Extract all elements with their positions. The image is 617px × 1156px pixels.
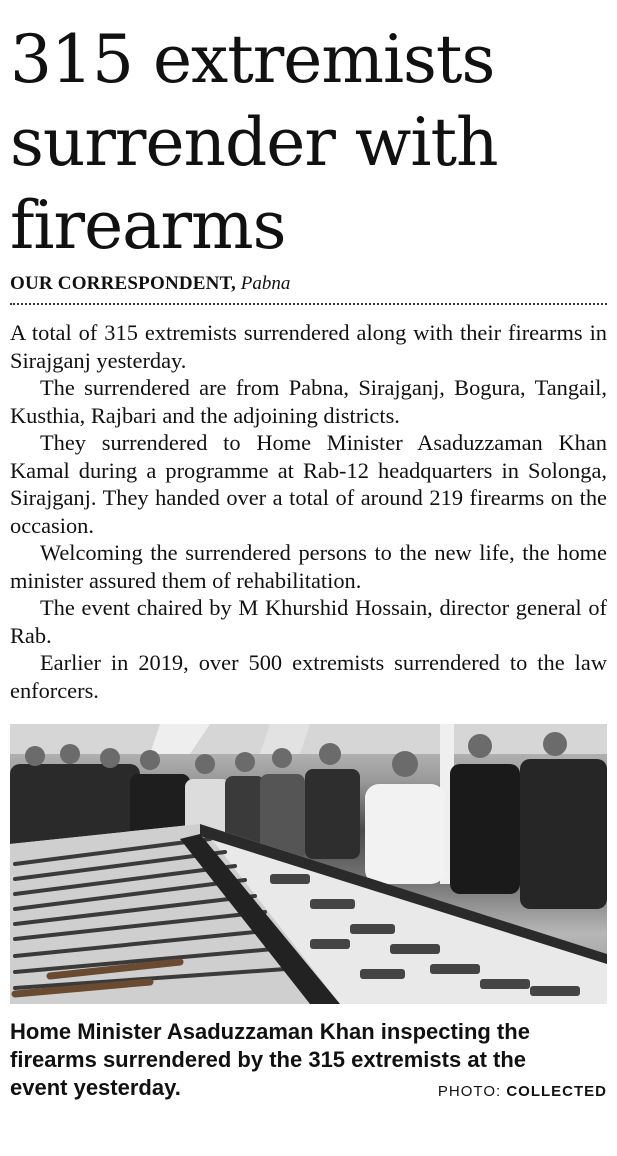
article-body <box>10 319 607 704</box>
headline-line: 315 extremists <box>10 21 495 98</box>
paragraph: A total of 315 extremists surrendered along with their firearms in Sirajganj yesterday. <box>10 320 607 373</box>
news-article <box>10 18 607 1102</box>
photo-illustration <box>10 724 607 1004</box>
news-photo <box>10 724 607 1004</box>
photo-credit-label: PHOTO: <box>437 1083 502 1100</box>
byline-location: Pabna <box>240 273 291 294</box>
paragraph: They surrendered to Home Minister Asaduzzaman Khan Kamal during a programme at Rab-12 headquarters in Solonga, Sirajganj. They handed over a total of around 219 firearms on the occasion. <box>10 430 607 538</box>
paragraph: Earlier in 2019, over 500 extremists surrendered to the law enforcers. <box>10 650 607 703</box>
photo-credit-source: COLLECTED <box>506 1083 607 1100</box>
byline-author: OUR CORRESPONDENT, <box>10 273 236 294</box>
paragraph: The event chaired by M Khurshid Hossain, director general of Rab. <box>10 595 607 648</box>
headline-line: surrender with <box>10 104 498 181</box>
byline <box>10 273 607 295</box>
dotted-divider <box>10 303 607 305</box>
photo-caption-block <box>10 1018 607 1102</box>
headline <box>10 18 607 267</box>
photo-credit <box>438 1083 607 1100</box>
paragraph: The surrendered are from Pabna, Sirajganj, Bogura, Tangail, Kusthia, Rajbari and the adjoining districts. <box>10 375 607 428</box>
photo-caption: Home Minister Asaduzzaman Khan inspecting the firearms surrendered by the 315 extremists at the event yesterday. <box>10 1019 530 1100</box>
paragraph: Welcoming the surrendered persons to the new life, the home minister assured them of rehabilitation. <box>10 540 607 593</box>
headline-line: firearms <box>10 187 286 264</box>
